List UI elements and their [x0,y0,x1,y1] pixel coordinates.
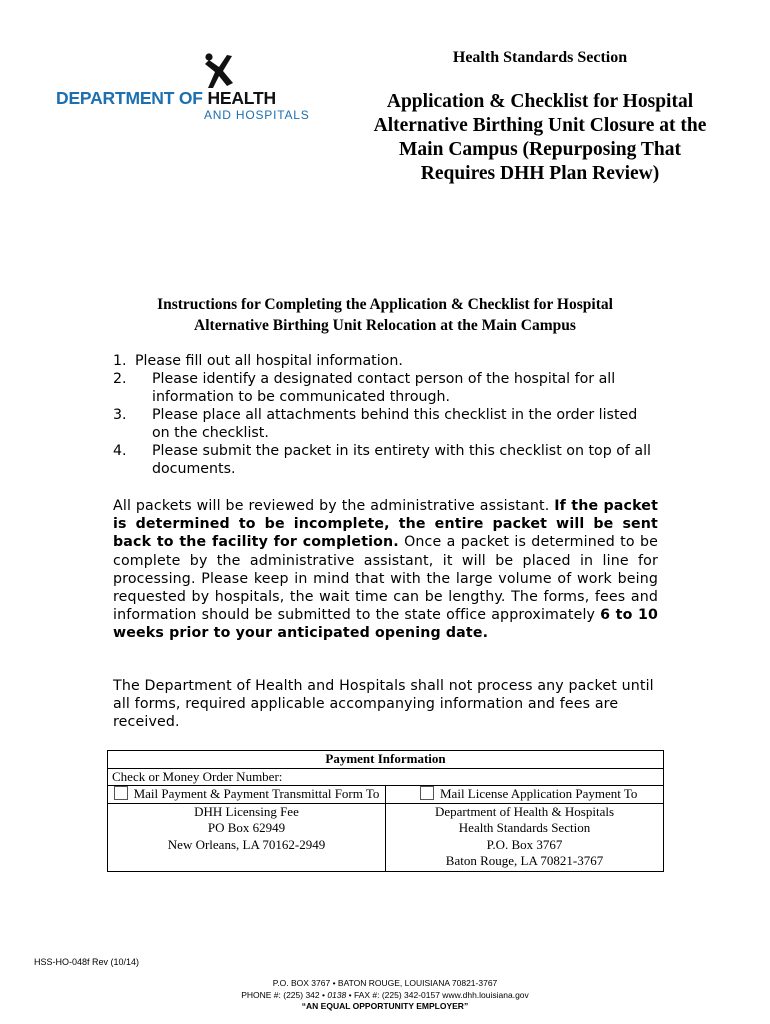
list-item: 4. Please submit the packet in its entirety with this checklist on top of all documents. [113,443,651,477]
list-item: 1. Please fill out all hospital information. [113,353,403,369]
instructions-title: Instructions for Completing the Application & Checklist for Hospital Alternative Birthing Unit Relocation at the Main Campus [157,296,613,334]
form-code: HSS-HO-048f Rev (10/14) [34,957,140,967]
right-mailing-address: Department of Health & Hospitals Health Standards Section P.O. Box 3767 Baton Rouge, LA 70821-3767 [386,803,664,872]
dhh-logo [56,52,316,124]
review-paragraph: All packets will be reviewed by the administrative assistant. If the packet is determined to be incomplete, the entire packet will be sent back to the facility for completion. Once a packet is determined to be complete by the administrative assistant, it will be placed in line for processing. Please keep in mind that with the large volume of work being requested by hospitals, the wait time can be lengthy. The forms, fees and information should be submitted to the state office approximately 6 to 10 weeks prior to your anticipated opening date. [113,498,658,642]
section-name: Health Standards Section [452,49,628,66]
logo-text-line2: AND HOSPITALS [204,108,310,122]
check-number-field[interactable]: Check or Money Order Number: [108,768,664,786]
left-mailing-address: DHH Licensing Fee PO Box 62949 New Orleans, LA 70162-2949 [108,803,386,872]
list-item: 3. Please place all attachments behind this checklist in the order listed on the checklist. [113,407,638,441]
payment-option-right: Mail License Application Payment To [386,786,664,804]
page-title: Application & Checklist for Hospital Alternative Birthing Unit Closure at the Main Campus (Repurposing That Requires DHH Plan Review) [373,91,707,184]
list-item: 2. Please identify a designated contact person of the hospital for all information to be communicated through. [113,371,616,405]
mail-payment-checkbox[interactable] [114,786,128,800]
payment-information-table [107,750,664,872]
processing-paragraph: The Department of Health and Hospitals shall not process any packet until all forms, required applicable accompanying information and fees are received. [113,678,654,731]
instructions-list [113,352,658,478]
logo-text-line1: DEPARTMENT OF HEALTH [56,88,276,108]
payment-header: Payment Information [108,751,664,769]
page-footer: P.O. BOX 3767 • BATON ROUGE, LOUISIANA 70821-3767 PHONE #: (225) 342 • 0138 • FAX #: (225) 342-0157 www.dhh.louisiana.gov “AN EQUAL OPPORTUNITY EMPLOYER” [241,978,529,1011]
mail-license-checkbox[interactable] [420,786,434,800]
payment-option-left: Mail Payment & Payment Transmittal Form To [108,786,386,804]
person-figure-icon [200,52,240,92]
